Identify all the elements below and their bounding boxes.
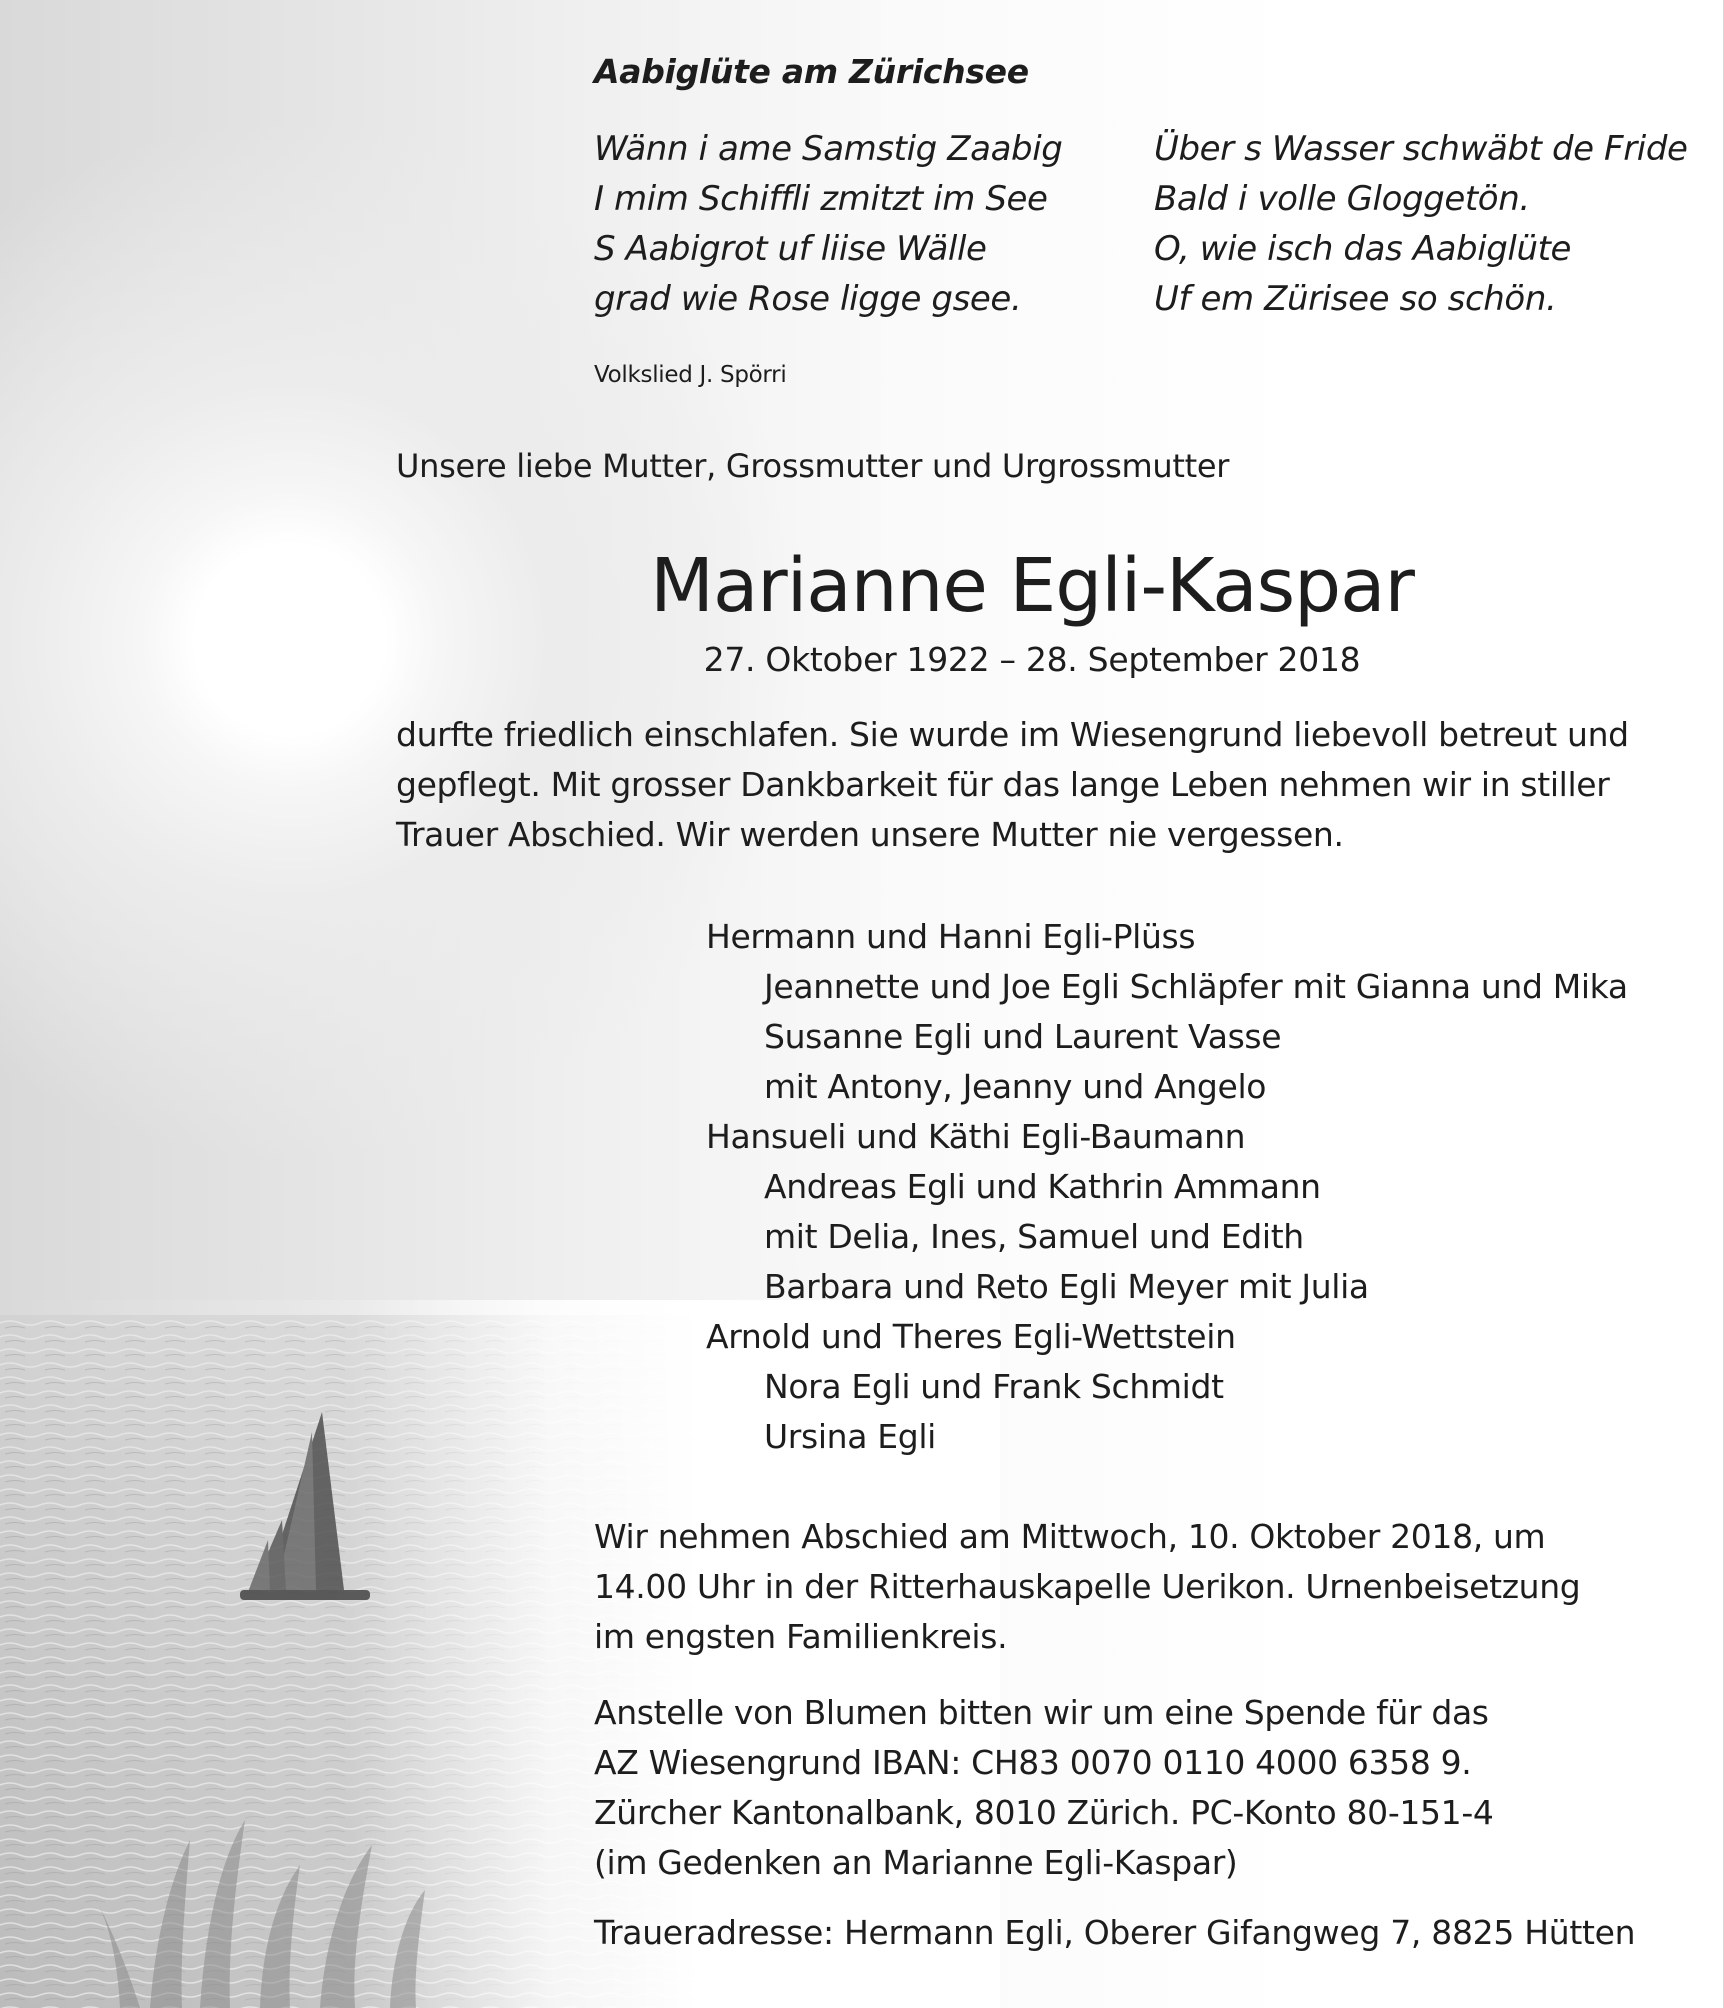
intro-line: Unsere liebe Mutter, Grossmutter und Urgrossmutter — [396, 447, 1230, 485]
poem-line: Uf em Zürisee so schön. — [1154, 279, 1557, 319]
donation-line: Zürcher Kantonalbank, 8010 Zürich. PC-Konto 80-151-4 — [594, 1793, 1494, 1832]
family-member: Hansueli und Käthi Egli-Baumann — [706, 1117, 1246, 1156]
family-member-child: mit Antony, Jeanny und Angelo — [764, 1067, 1267, 1106]
family-member-child: Andreas Egli und Kathrin Ammann — [764, 1167, 1321, 1206]
poem-line: O, wie isch das Aabiglüte — [1154, 229, 1572, 269]
poem-line: I mim Schiffli zmitzt im See — [594, 179, 1048, 219]
service-line: 14.00 Uhr in der Ritterhauskapelle Uerikon. Urnenbeisetzung — [594, 1567, 1581, 1606]
poem-line: Bald i volle Gloggetön. — [1154, 179, 1530, 219]
poem-source: Volkslied J. Spörri — [594, 362, 787, 388]
poem-title: Aabiglüte am Zürichsee — [594, 52, 1029, 91]
message-line: Trauer Abschied. Wir werden unsere Mutter nie vergessen. — [396, 815, 1344, 854]
life-dates: 27. Oktober 1922 – 28. September 2018 — [703, 640, 1361, 679]
service-paragraph — [594, 1512, 1580, 1662]
mourning-address: Traueradresse: Hermann Egli, Oberer Gifangweg 7, 8825 Hütten — [594, 1913, 1636, 1952]
donation-line: AZ Wiesengrund IBAN: CH83 0070 0110 4000 6358 9. — [594, 1743, 1472, 1782]
family-member-child: Nora Egli und Frank Schmidt — [764, 1367, 1224, 1406]
donation-line: Anstelle von Blumen bitten wir um eine Spende für das — [594, 1693, 1489, 1732]
message-line: gepflegt. Mit grosser Dankbarkeit für das lange Leben nehmen wir in stiller — [396, 765, 1610, 804]
family-member: Hermann und Hanni Egli-Plüss — [706, 917, 1196, 956]
deceased-name: Marianne Egli-Kaspar — [650, 543, 1414, 629]
donation-paragraph — [594, 1688, 1494, 1888]
poem-line: Wänn i ame Samstig Zaabig — [594, 129, 1063, 169]
service-line: im engsten Familienkreis. — [594, 1617, 1008, 1656]
poem-line: grad wie Rose ligge gsee. — [594, 279, 1022, 319]
family-list — [706, 912, 1628, 1462]
family-member-child: mit Delia, Ines, Samuel und Edith — [764, 1217, 1304, 1256]
poem-line: Über s Wasser schwäbt de Fride — [1154, 129, 1688, 169]
family-member-child: Ursina Egli — [764, 1417, 936, 1456]
family-member-child: Jeannette und Joe Egli Schläpfer mit Gianna und Mika — [764, 967, 1628, 1006]
poem-right-column — [1154, 124, 1688, 324]
message-paragraph — [396, 710, 1629, 860]
message-line: durfte friedlich einschlafen. Sie wurde im Wiesengrund liebevoll betreut und — [396, 715, 1629, 754]
donation-line: (im Gedenken an Marianne Egli-Kaspar) — [594, 1843, 1238, 1882]
family-member: Arnold und Theres Egli-Wettstein — [706, 1317, 1236, 1356]
family-member-child: Barbara und Reto Egli Meyer mit Julia — [764, 1267, 1369, 1306]
service-line: Wir nehmen Abschied am Mittwoch, 10. Oktober 2018, um — [594, 1517, 1546, 1556]
family-member-child: Susanne Egli und Laurent Vasse — [764, 1017, 1282, 1056]
poem-line: S Aabigrot uf liise Wälle — [594, 229, 987, 269]
poem-left-column — [594, 124, 1062, 324]
